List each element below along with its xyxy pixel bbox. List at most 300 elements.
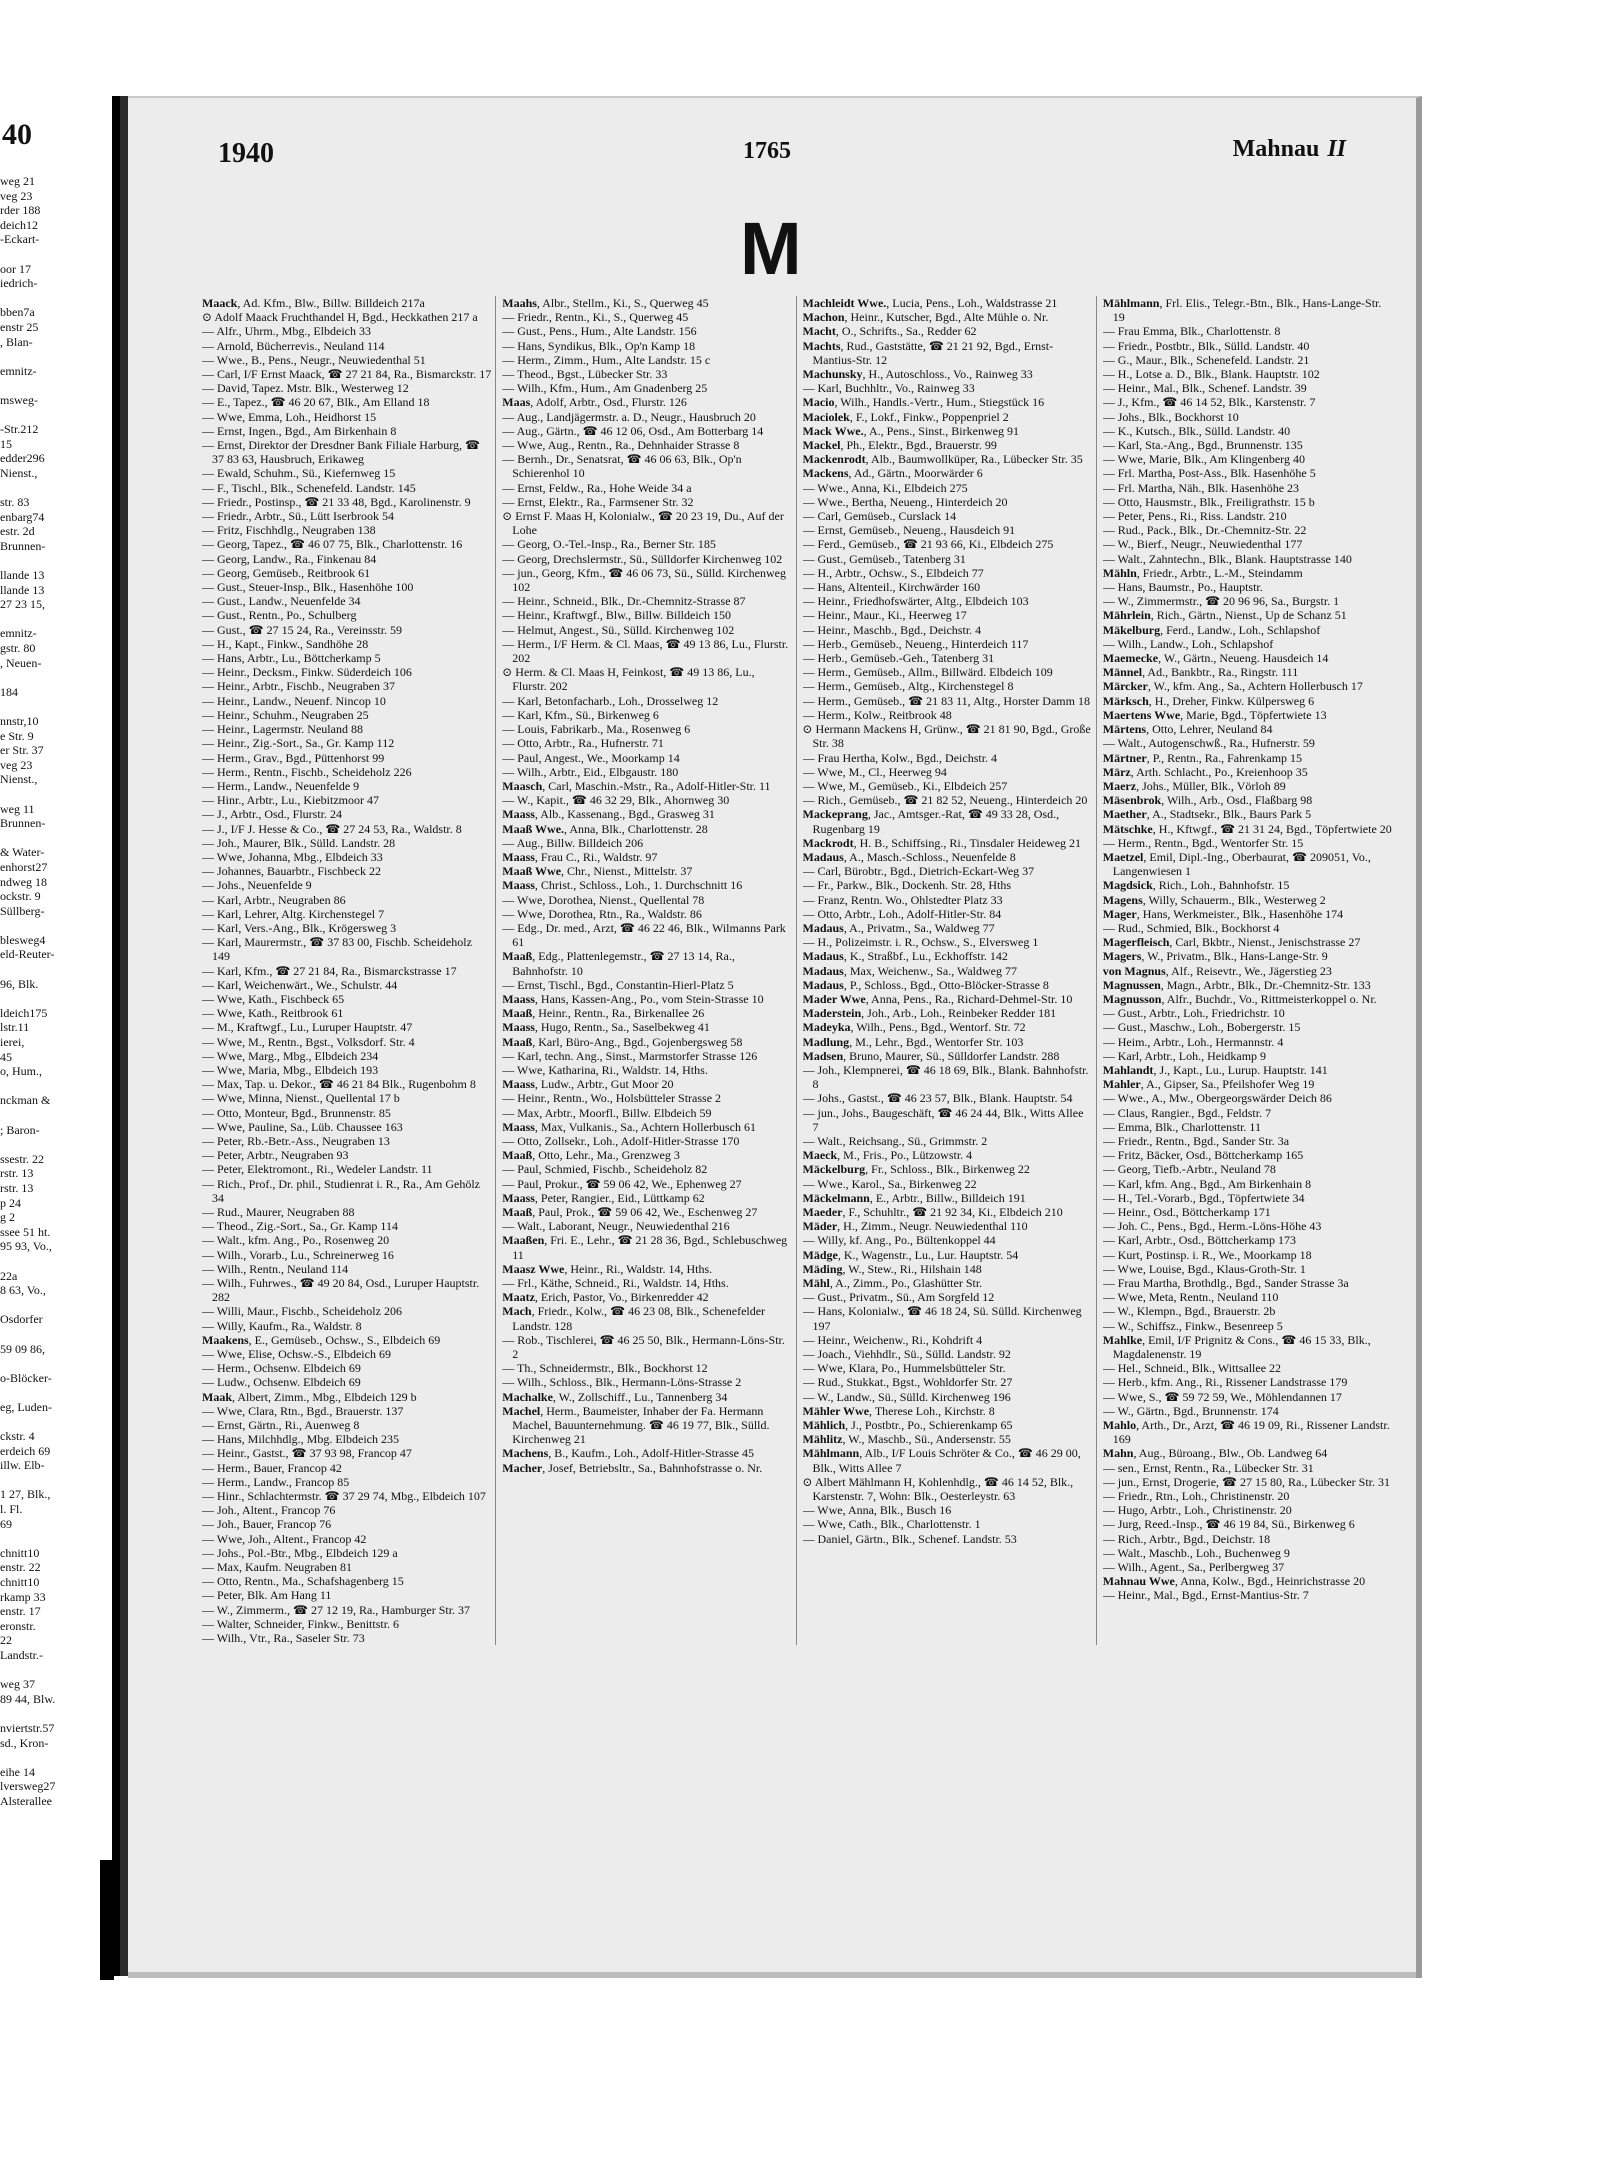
directory-entry: — Alfr., Uhrm., Mbg., Elbdeich 33 <box>202 324 371 339</box>
directory-entry: Maertens Wwe, Marie, Bgd., Töpfertwiete 13 <box>1102 707 1327 722</box>
entry-surname: Maass <box>502 1119 535 1134</box>
directory-entry: — Franz, Rentn. Wo., Ohlstedter Platz 33 <box>802 892 1003 907</box>
directory-entry: Maaß Wwe., Anna, Blk., Charlottenstr. 28 <box>502 821 708 836</box>
entry-surname: Mahlandt <box>1102 1062 1154 1077</box>
entry-surname: Maether <box>1102 807 1147 822</box>
facing-line <box>0 1298 112 1313</box>
entry-surname: Mähl <box>802 1276 830 1291</box>
entry-surname: Mader Wwe <box>802 991 866 1006</box>
directory-entry: — Gust., Landw., Neuenfelde 34 <box>202 594 361 609</box>
facing-line: iedrich- <box>0 276 38 291</box>
directory-columns <box>202 296 1396 1645</box>
facing-line: 96, Blk. <box>0 976 39 991</box>
directory-entry: — Karl, Maurermstr., ☎ 37 83 00, Fischb. Scheideholz 149 <box>202 935 472 964</box>
facing-line <box>0 1137 112 1152</box>
directory-entry: — Wwe, Emma, Loh., Heidhorst 15 <box>202 409 377 424</box>
directory-entry: Machens, B., Kaufm., Loh., Adolf-Hitler-Strasse 45 <box>502 1446 754 1461</box>
directory-entry: — Daniel, Gärtn., Blk., Schenef. Landstr. 53 <box>802 1531 1017 1546</box>
facing-page-fragment <box>0 110 112 1940</box>
directory-entry: — Carl, Bürobtr., Bgd., Dietrich-Eckart-Weg 37 <box>802 864 1035 879</box>
directory-entry: — Otto, Monteur, Bgd., Brunnenstr. 85 <box>202 1105 391 1120</box>
facing-line: 89 44, Blw. <box>0 1691 56 1706</box>
directory-entry: Mähler Wwe, Therese Loh., Kirchstr. 8 <box>802 1403 995 1418</box>
directory-entry: — Johs., Gastst., ☎ 46 23 57, Blk., Blank. Hauptstr. 54 <box>802 1091 1073 1106</box>
entry-surname: Macio <box>802 395 835 410</box>
directory-entry: — Peter, Blk. Am Hang 11 <box>202 1588 332 1603</box>
directory-entry: — Gust., Steuer-Insp., Blk., Hasenhöhe 100 <box>202 580 414 595</box>
facing-line: p 24 <box>0 1195 21 1210</box>
facing-line <box>0 349 112 364</box>
directory-entry: — Joh. C., Pens., Bgd., Herm.-Löns-Höhe 43 <box>1102 1219 1322 1234</box>
directory-entry: — Friedr., Postinsp., ☎ 21 33 48, Bgd., Karolinenstr. 9 <box>202 494 471 509</box>
directory-entry: — Gust., Arbtr., Loh., Friedrichstr. 10 <box>1102 1006 1285 1021</box>
entry-surname: März <box>1102 764 1131 779</box>
directory-entry: — Rud., Pack., Blk., Dr.-Chemnitz-Str. 22 <box>1102 523 1307 538</box>
directory-entry: Magdsick, Rich., Loh., Bahnhofstr. 15 <box>1102 878 1290 893</box>
facing-line: , Neuen- <box>0 655 42 670</box>
header-place-name: Mahnau <box>1232 136 1320 162</box>
entry-surname: Maass <box>502 849 535 864</box>
facing-line: Nienst., <box>0 772 38 787</box>
directory-entry: — H., Polizeimstr. i. R., Ochsw., S., Elversweg 1 <box>802 935 1039 950</box>
directory-entry: — Karl, kfm. Ang., Bgd., Am Birkenhain 8 <box>1102 1176 1312 1191</box>
directory-entry: — H., Tel.-Vorarb., Bgd., Töpfertwiete 34 <box>1102 1190 1305 1205</box>
entry-surname: Mädge <box>802 1247 838 1262</box>
directory-entry: — Hel., Schneid., Blk., Wittsallee 22 <box>1102 1361 1282 1376</box>
directory-entry: — Th., Schneidermstr., Blk., Bockhorst 12 <box>502 1361 708 1376</box>
facing-line: -Eckart- <box>0 232 40 247</box>
facing-line <box>0 247 112 262</box>
entry-surname: Mählich <box>802 1418 846 1433</box>
directory-entry: — Joach., Viehhdlr., Sü., Sülld. Landstr. 92 <box>802 1347 1011 1362</box>
facing-line <box>0 378 112 393</box>
directory-entry: Maciolek, F., Lokf., Finkw., Poppenpriel 2 <box>802 409 1009 424</box>
facing-line: veg 23 <box>0 757 33 772</box>
directory-entry: — Hans, Baumstr., Po., Hauptstr. <box>1102 580 1263 595</box>
directory-entry: Maass, Hugo, Rentn., Sa., Saselbekweg 41 <box>502 1020 710 1035</box>
directory-entry: Maaß, Paul, Prok., ☎ 59 06 42, We., Eschenweg 27 <box>502 1205 758 1219</box>
directory-entry: — Heinr., Maschb., Bgd., Deichstr. 4 <box>802 622 982 637</box>
directory-entry: — Paul, Schmied, Fischb., Scheideholz 82 <box>502 1162 708 1177</box>
directory-entry: Mackens, Ad., Gärtn., Moorwärder 6 <box>802 466 983 481</box>
directory-entry: — jun., Ernst, Drogerie, ☎ 27 15 80, Ra., Lübecker Str. 31 <box>1102 1474 1390 1489</box>
facing-line <box>0 1254 112 1269</box>
facing-line: llande 13 <box>0 582 45 597</box>
directory-entry: — W., Zimmermstr., ☎ 20 96 96, Sa., Burgstr. 1 <box>1102 594 1340 609</box>
directory-entry: Mäkelburg, Ferd., Landw., Loh., Schlapshof <box>1102 622 1321 637</box>
entry-surname: Mahnau Wwe <box>1102 1574 1175 1589</box>
entry-surname: Madaus <box>802 920 844 935</box>
directory-entry: Mahlke, Emil, I/F Prignitz & Cons., ☎ 46 15 33, Blk., Magdalenenstr. 19 <box>1102 1332 1371 1362</box>
directory-entry: Machts, Rud., Gaststätte, ☎ 21 21 92, Bgd., Ernst-Mantius-Str. 12 <box>802 338 1054 367</box>
directory-entry: Maemecke, W., Gärtn., Neueng. Hausdeich 14 <box>1102 651 1329 666</box>
entry-surname: Machel <box>502 1403 541 1418</box>
directory-entry: — Frau Hertha, Kolw., Bgd., Deichstr. 4 <box>802 750 998 765</box>
facing-line <box>0 991 112 1006</box>
directory-entry: — Heinr., Lagermstr. Neuland 88 <box>202 722 363 737</box>
directory-entry: — Hinr., Arbtr., Lu., Kiebitzmoor 47 <box>202 793 379 808</box>
directory-entry: — Rud., Schmied, Blk., Bockhorst 4 <box>1102 920 1280 935</box>
entry-surname: Madaus <box>802 977 844 992</box>
directory-entry: Märtner, P., Rentn., Ra., Fahrenkamp 15 <box>1102 750 1303 765</box>
entry-surname: Mäding <box>802 1261 843 1276</box>
directory-entry: Mäder, H., Zimm., Neugr. Neuwiedenthal 110 <box>802 1219 1028 1234</box>
directory-entry: — Wwe, S., ☎ 59 72 59, We., Möhlendannen 17 <box>1102 1389 1342 1404</box>
directory-entry: — Herm., Zimm., Hum., Alte Landstr. 15 c <box>502 352 711 367</box>
directory-entry: — Friedr., Arbtr., Sü., Lütt Iserbrook 54 <box>202 509 394 524</box>
directory-entry: Madaus, K., Straßbf., Lu., Eckhoffstr. 142 <box>802 949 1008 964</box>
directory-entry: — W., Schiffsz., Finkw., Besenreep 5 <box>1102 1318 1283 1333</box>
directory-entry: — Otto, Rentn., Ma., Schafshagenberg 15 <box>202 1574 404 1589</box>
directory-entry: — Karl, Arbtr., Neugraben 86 <box>202 892 346 907</box>
directory-entry: — Walt., Reichsang., Sü., Grimmstr. 2 <box>802 1133 988 1148</box>
directory-entry: — Max, Kaufm. Neugraben 81 <box>202 1560 352 1575</box>
directory-entry: — jun., Johs., Baugeschäft, ☎ 46 24 44, Blk., Witts Allee 7 <box>802 1105 1084 1134</box>
directory-entry: — H., Kapt., Finkw., Sandhöhe 28 <box>202 636 369 651</box>
entry-surname: Madaus <box>802 949 844 964</box>
directory-entry: Machunsky, H., Autoschloss., Vo., Rainweg 33 <box>802 367 1033 382</box>
entry-surname: Magers <box>1102 949 1142 964</box>
directory-entry: — Heinr., Landw., Neuenf. Nincop 10 <box>202 693 386 708</box>
entry-surname: Machalke <box>502 1389 553 1404</box>
directory-entry: — W., Klempn., Bgd., Brauerstr. 2b <box>1102 1304 1276 1319</box>
directory-entry: — jun., Georg, Kfm., ☎ 46 06 73, Sü., Sülld. Kirchenweg 102 <box>502 565 786 595</box>
directory-entry: — Wilh., Kfm., Hum., Am Gnadenberg 25 <box>502 381 708 396</box>
directory-entry: Madaus, Max, Weichenw., Sa., Waldweg 77 <box>802 963 1017 978</box>
facing-line <box>0 918 112 933</box>
directory-entry: — Theod., Zig.-Sort., Sa., Gr. Kamp 114 <box>202 1219 398 1234</box>
directory-entry: — Heinr., Weichenw., Ri., Kohdrift 4 <box>802 1332 983 1347</box>
directory-entry: — Wilh., Agent., Sa., Perlbergweg 37 <box>1102 1560 1285 1575</box>
directory-entry: ⊙ Herm. & Cl. Maas H, Feinkost, ☎ 49 13 86, Lu., Flurstr. 202 <box>502 665 755 694</box>
directory-entry: — Wilh., Landw., Loh., Schlapshof <box>1102 636 1274 651</box>
directory-entry: — Herm., Bauer, Francop 42 <box>202 1460 342 1475</box>
directory-entry: Madlung, M., Lehr., Bgd., Wentorfer Str. 103 <box>802 1034 1024 1049</box>
facing-line: illw. Elb- <box>0 1458 45 1473</box>
entry-surname: Maciolek <box>802 409 850 424</box>
directory-entry: — Peter, Rb.-Betr.-Ass., Neugraben 13 <box>202 1133 390 1148</box>
directory-entry: — Rich., Prof., Dr. phil., Studienrat i. R., Ra., Am Gehölz 34 <box>202 1176 480 1205</box>
entry-surname: Maaß <box>502 1006 533 1021</box>
header-place <box>1233 136 1346 163</box>
directory-page <box>128 96 1422 1978</box>
directory-entry: — Claus, Rangier., Bgd., Feldstr. 7 <box>1102 1105 1272 1120</box>
facing-line: rder 188 <box>0 203 41 218</box>
column-3 <box>803 296 1097 1645</box>
facing-line: 69 <box>0 1516 12 1531</box>
facing-line: erdeich 69 <box>0 1443 51 1458</box>
directory-entry: Mackeprang, Jac., Amtsger.-Rat, ☎ 49 33 28, Osd., Rugenbarg 19 <box>802 807 1060 836</box>
directory-entry: Macio, Wilh., Handls.-Vertr., Hum., Stiegstück 16 <box>802 395 1045 410</box>
directory-entry: — Frl., Käthe, Schneid., Ri., Waldstr. 14, Hths. <box>502 1276 729 1291</box>
directory-entry: — Gust., ☎ 27 15 24, Ra., Vereinsstr. 59 <box>202 622 403 637</box>
directory-entry: — Heinr., Maur., Ki., Heerweg 17 <box>802 608 967 623</box>
entry-surname: Magens <box>1102 892 1143 907</box>
directory-entry: Madaus, P., Schloss., Bgd., Otto-Blöcker-Strasse 8 <box>802 977 1049 992</box>
directory-entry: — Hans, Milchhdlg., Mbg. Elbdeich 235 <box>202 1432 399 1447</box>
directory-entry: Maerz, Johs., Müller, Blk., Vörloh 89 <box>1102 778 1286 793</box>
directory-entry: — Herm., Ochsenw. Elbdeich 69 <box>202 1361 361 1376</box>
entry-surname: Maaßen <box>502 1233 545 1248</box>
entry-surname: Maass <box>502 878 535 893</box>
directory-entry: — Rich., Gemüseb., ☎ 21 82 52, Neueng., Hinterdeich 20 <box>802 793 1088 808</box>
directory-entry: Mähln, Friedr., Arbtr., L.-M., Steindamm <box>1102 565 1303 580</box>
directory-entry: Maaß, Otto, Lehr., Ma., Grenzweg 3 <box>502 1148 680 1163</box>
directory-entry: — Otto, Hausmstr., Blk., Freiligrathstr. 15 b <box>1102 494 1315 509</box>
entry-surname: Mackeprang <box>802 807 868 822</box>
directory-entry: — Wwe, Pauline, Sa., Lüb. Chaussee 163 <box>202 1119 403 1134</box>
directory-entry: ⊙ Albert Mählmann H, Kohlenhdlg., ☎ 46 14 52, Blk., Karstenstr. 7, Wohn: Blk., Oesterleystr. 63 <box>802 1474 1074 1504</box>
entry-surname: Männel <box>1102 665 1143 680</box>
facing-line: , Blan- <box>0 334 33 349</box>
entry-surname: Machts <box>802 338 841 353</box>
entry-surname: Machleidt Wwe. <box>802 296 887 310</box>
facing-line: gstr. 80 <box>0 641 36 655</box>
directory-entry: — Wwe, Anna, Blk., Busch 16 <box>802 1503 952 1518</box>
entry-surname: Maack <box>202 296 238 310</box>
directory-entry: Mätschke, H., Kftwgf., ☎ 21 31 24, Bgd., Töpfertwiete 20 <box>1102 821 1392 836</box>
directory-entry: — Walt., Zahntechn., Blk., Blank. Hauptstrasse 140 <box>1102 551 1352 566</box>
facing-line <box>0 1108 112 1123</box>
directory-entry: — Herm., Kolw., Reitbrook 48 <box>802 707 952 722</box>
facing-line <box>0 962 112 977</box>
directory-entry: — Heinr., Gastst., ☎ 37 93 98, Francop 47 <box>202 1446 412 1461</box>
directory-entry: Mäckelburg, Fr., Schloss., Blk., Birkenweg 22 <box>802 1162 1030 1177</box>
directory-entry: Mädge, K., Wagenstr., Lu., Lur. Hauptstr. 54 <box>802 1247 1019 1262</box>
directory-entry: — Gust., Privatm., Sü., Am Sorgfeld 12 <box>802 1290 995 1305</box>
directory-entry: März, Arth. Schlacht., Po., Kreienhoop 35 <box>1102 764 1308 779</box>
directory-entry: Machon, Heinr., Kutscher, Bgd., Alte Mühle o. Nr. <box>802 310 1049 325</box>
entry-surname: Madsen <box>802 1048 844 1063</box>
facing-line: rstr. 13 <box>0 1166 34 1181</box>
facing-line <box>0 1706 112 1721</box>
directory-entry: — Rob., Tischlerei, ☎ 46 25 50, Blk., Hermann-Löns-Str. 2 <box>502 1332 785 1362</box>
entry-surname: Machens <box>502 1446 549 1461</box>
directory-entry: — Wwe, Meta, Rentn., Neuland 110 <box>1102 1290 1279 1305</box>
directory-entry: Mählich, J., Postbtr., Po., Schierenkamp 65 <box>802 1418 1013 1433</box>
directory-entry: Maakens, E., Gemüseb., Ochsw., S., Elbdeich 69 <box>202 1332 441 1347</box>
facing-line: chnitt10 <box>0 1575 40 1589</box>
facing-line: l. Fl. <box>0 1502 23 1517</box>
facing-line: edder296 <box>0 451 45 466</box>
directory-entry: — Wwe, Cath., Blk., Charlottenstr. 1 <box>802 1517 981 1532</box>
facing-line: weg 37 <box>0 1677 35 1692</box>
directory-entry: — Heinr., Mal., Bgd., Ernst-Mantius-Str. 7 <box>1102 1588 1309 1603</box>
directory-entry: — Karl, Weichenwärt., We., Schulstr. 44 <box>202 977 398 992</box>
entry-surname: Mäckelmann <box>802 1190 870 1205</box>
directory-entry: — Karl, Betonfacharb., Loh., Drosselweg 12 <box>502 693 719 708</box>
directory-entry: — Peter, Elektromont., Ri., Wedeler Landstr. 11 <box>202 1162 433 1177</box>
directory-entry: Maaß Wwe, Chr., Nienst., Mittelstr. 37 <box>502 864 693 879</box>
gutter-shadow <box>100 1860 114 1980</box>
directory-entry: — Wwe, Marie, Blk., Am Klingenberg 40 <box>1102 452 1305 467</box>
directory-entry: — Karl, Lehrer, Altg. Kirchenstegel 7 <box>202 906 385 921</box>
directory-entry: Maetzel, Emil, Dipl.-Ing., Oberbaurat, ☎ 209051, Vo., Langenwiesen 1 <box>1102 849 1371 879</box>
entry-surname: Maeck <box>802 1148 838 1163</box>
directory-entry: Maahs, Albr., Stellm., Ki., S., Querweg 45 <box>502 296 709 310</box>
directory-entry: — Wwe., A., Mw., Obergeorgswärder Deich 86 <box>1102 1091 1332 1106</box>
directory-entry: — Rud., Stukkat., Bgst., Wohldorfer Str. 27 <box>802 1375 1013 1390</box>
directory-entry: — Wilh., Fuhrwes., ☎ 49 20 84, Osd., Luruper Hauptstr. 282 <box>202 1276 480 1305</box>
entry-surname: Maass <box>502 1190 535 1205</box>
directory-entry: — Frl. Martha, Post-Ass., Blk. Hasenhöhe 5 <box>1102 466 1316 481</box>
directory-entry: Maaß, Karl, Büro-Ang., Bgd., Gojenbergsweg 58 <box>502 1034 743 1049</box>
directory-entry: — Wwe, Kath., Fischbeck 65 <box>202 991 345 1006</box>
directory-entry: Mähl, A., Zimm., Po., Glashütter Str. <box>802 1276 983 1291</box>
directory-entry: — Hans, Syndikus, Blk., Op'n Kamp 18 <box>502 338 696 353</box>
facing-line <box>0 553 112 568</box>
facing-line: nnstr,10 <box>0 713 39 728</box>
facing-line: Nienst., <box>0 465 38 480</box>
entry-surname: Madlung <box>802 1034 850 1049</box>
directory-entry: — Max, Arbtr., Moorfl., Billw. Elbdeich 59 <box>502 1105 712 1120</box>
directory-entry: — Walt., Autogenschwß., Ra., Hufnerstr. 59 <box>1102 736 1315 751</box>
directory-entry: Maass, Ludw., Arbtr., Gut Moor 20 <box>502 1077 674 1092</box>
facing-line <box>0 408 112 423</box>
directory-entry: — Gust., Maschw., Loh., Bobergerstr. 15 <box>1102 1020 1301 1035</box>
facing-line: ldeich175 <box>0 1005 48 1020</box>
directory-entry: — Joh., Maurer, Blk., Sülld. Landstr. 28 <box>202 835 396 850</box>
directory-entry: — Wwe, Katharina, Ri., Waldstr. 14, Hths. <box>502 1062 708 1077</box>
directory-entry: Maass, Peter, Rangier., Eid., Lüttkamp 62 <box>502 1190 705 1205</box>
directory-entry: — Wilh., Rentn., Neuland 114 <box>202 1261 349 1276</box>
facing-line: g 2 <box>0 1210 15 1225</box>
directory-entry: — Wwe., Karol., Sa., Birkenweg 22 <box>802 1176 977 1191</box>
directory-entry: — Karl, Arbtr., Loh., Heidkamp 9 <box>1102 1048 1267 1063</box>
entry-surname: Maaß <box>502 949 533 964</box>
directory-entry: — Ernst, Gärtn., Ri., Auenweg 8 <box>202 1418 360 1433</box>
directory-entry: — M., Kraftwgf., Lu., Luruper Hauptstr. 47 <box>202 1020 413 1035</box>
entry-surname: Maderstein <box>802 1006 862 1021</box>
directory-entry: — Aug., Billw. Billdeich 206 <box>502 835 644 850</box>
facing-line: rkamp 33 <box>0 1589 46 1604</box>
directory-entry: Märtens, Otto, Lehrer, Neuland 84 <box>1102 722 1273 737</box>
entry-surname: Mährlein <box>1102 608 1151 623</box>
entry-surname: Mähln <box>1102 565 1137 580</box>
directory-entry: — Heinr., Mal., Blk., Schenef. Landstr. 39 <box>1102 381 1307 396</box>
directory-entry: — Heinr., Friedhofswärter, Altg., Elbdeich 103 <box>802 594 1029 609</box>
entry-surname: Mähler Wwe <box>802 1403 870 1418</box>
facing-line: 22 <box>0 1633 12 1648</box>
entry-surname: Maatz <box>502 1290 535 1305</box>
entry-surname: Maetzel <box>1102 849 1144 864</box>
facing-line: Osdorfer <box>0 1312 43 1327</box>
directory-entry: — Wwe, Clara, Rtn., Bgd., Brauerstr. 137 <box>202 1403 404 1418</box>
directory-entry: — Heinr., Zig.-Sort., Sa., Gr. Kamp 112 <box>202 736 395 751</box>
entry-surname: Mackel <box>802 438 841 453</box>
directory-entry: Maeck, M., Fris., Po., Lützowstr. 4 <box>802 1148 973 1163</box>
directory-entry: — Peter, Pens., Ri., Riss. Landstr. 210 <box>1102 509 1287 524</box>
directory-entry: — Karl, Arbtr., Osd., Böttcherkamp 173 <box>1102 1233 1297 1248</box>
directory-entry: Mager, Hans, Werkmeister., Blk., Hasenhöhe 174 <box>1102 906 1344 921</box>
column-1 <box>202 296 496 1645</box>
directory-entry: Macht, O., Schrifts., Sa., Redder 62 <box>802 324 977 339</box>
directory-entry: — W., Bierf., Neugr., Neuwiedenthal 177 <box>1102 537 1303 552</box>
directory-entry: — Johs., Blk., Bockhorst 10 <box>1102 409 1239 424</box>
column-4 <box>1103 296 1396 1645</box>
directory-entry: — Georg, Tiefb.-Arbtr., Neuland 78 <box>1102 1162 1276 1177</box>
directory-entry: — Frl. Martha, Näh., Blk. Hasenhöhe 23 <box>1102 480 1300 495</box>
directory-entry: Madaus, A., Privatm., Sa., Waldweg 77 <box>802 920 995 935</box>
facing-line: blesweg4 <box>0 932 46 947</box>
entry-surname: Mack Wwe. <box>802 423 864 438</box>
page-header <box>128 132 1416 172</box>
directory-entry: Machleidt Wwe., Lucia, Pens., Loh., Waldstrasse 21 <box>802 296 1058 310</box>
facing-line: 15 <box>0 436 12 451</box>
directory-entry: — Heim., Arbtr., Loh., Hermannstr. 4 <box>1102 1034 1284 1049</box>
entry-surname: Märcker <box>1102 679 1148 694</box>
directory-entry: — Ernst, Ingen., Bgd., Am Birkenhain 8 <box>202 423 397 438</box>
directory-entry: Maaß, Edg., Plattenlegemstr., ☎ 27 13 14, Ra., Bahnhofstr. 10 <box>502 949 735 978</box>
directory-entry: Maasch, Carl, Maschin.-Mstr., Ra., Adolf-Hitler-Str. 11 <box>502 778 771 793</box>
directory-entry: Mählmann, Alb., I/F Louis Schröter & Co., ☎ 46 29 00, Blk., Witts Allee 7 <box>802 1446 1081 1475</box>
facing-line <box>0 670 112 685</box>
facing-line: e Str. 9 <box>0 728 34 743</box>
directory-entry: — Aug., Landjägermstr. a. D., Neugr., Hausbruch 20 <box>502 409 756 424</box>
directory-entry: ⊙ Ernst F. Maas H, Kolonialw., ☎ 20 23 19, Du., Auf der Lohe <box>502 509 784 538</box>
directory-entry: — Wwe., Anna, Ki., Elbdeich 275 <box>802 480 968 495</box>
directory-entry: — Fritz, Bäcker, Osd., Böttcherkamp 165 <box>1102 1148 1304 1163</box>
directory-entry: — J., Kfm., ☎ 46 14 52, Blk., Karstenstr. 7 <box>1102 395 1316 410</box>
facing-line: weg 11 <box>0 801 35 816</box>
directory-entry: — Paul, Prokur., ☎ 59 06 42, We., Ephenweg 27 <box>502 1176 742 1191</box>
directory-entry: Machalke, W., Zollschiff., Lu., Tannenberg 34 <box>502 1389 728 1404</box>
entry-surname: Madaus <box>802 849 844 864</box>
directory-entry: Mahnau Wwe, Anna, Kolw., Bgd., Heinrichstrasse 20 <box>1102 1574 1366 1589</box>
header-volume: II <box>1327 136 1346 162</box>
facing-line: ckstr. 4 <box>0 1429 35 1444</box>
directory-entry: ⊙ Hermann Mackens H, Grünw., ☎ 21 81 90, Bgd., Große Str. 38 <box>802 722 1091 751</box>
facing-line: 22a <box>0 1268 18 1283</box>
directory-entry: Maak, Albert, Zimm., Mbg., Elbdeich 129 b <box>202 1389 417 1404</box>
facing-line: & Water- <box>0 845 45 860</box>
entry-surname: Machunsky <box>802 367 863 382</box>
directory-entry: — Wwe, M., Gemüseb., Ki., Elbdeich 257 <box>802 778 1008 793</box>
directory-entry: Mäckelmann, E., Arbtr., Billw., Billdeich 191 <box>802 1190 1026 1205</box>
directory-entry: Machel, Herm., Baumeister, Inhaber der Fa. Hermann Machel, Bauunternehmung. ☎ 46 19 77, Blk., Sülld. Kirchenweg 21 <box>502 1403 770 1447</box>
entry-surname: Madaus <box>802 963 844 978</box>
directory-entry: Maeder, F., Schuhltr., ☎ 21 92 34, Ki., Elbdeich 210 <box>802 1205 1063 1219</box>
directory-entry: — Herm., I/F Herm. & Cl. Maas, ☎ 49 13 86, Lu., Flurstr. 202 <box>502 636 789 666</box>
directory-entry: — F., Tischl., Blk., Schenefeld. Landstr. 145 <box>202 480 416 495</box>
facing-line: o-Blöcker- <box>0 1370 52 1385</box>
facing-line: eronstr. <box>0 1618 36 1633</box>
entry-surname: Macher <box>502 1460 543 1475</box>
facing-line: Alsterallee <box>0 1793 52 1808</box>
directory-entry: — Georg, O.-Tel.-Insp., Ra., Berner Str. 185 <box>502 537 716 552</box>
directory-entry: Maas, Adolf, Arbtr., Osd., Flurstr. 126 <box>502 395 687 410</box>
directory-entry: — Hans, Altenteil., Kirchwärder 160 <box>802 580 981 595</box>
directory-entry: Maack, Ad. Kfm., Blw., Billw. Billdeich 217a <box>202 296 425 310</box>
facing-line <box>0 612 112 627</box>
directory-entry: — Fritz, Fischhdlg., Neugraben 138 <box>202 523 376 538</box>
directory-entry: — Ferd., Gemüseb., ☎ 21 93 66, Ki., Elbdeich 275 <box>802 537 1054 552</box>
directory-entry: — Karl, techn. Ang., Sinst., Marmstorfer Strasse 126 <box>502 1048 758 1063</box>
entry-surname: Maahs <box>502 296 537 310</box>
directory-entry: — Herm., Rentn., Bgd., Wentorfer Str. 15 <box>1102 835 1304 850</box>
entry-surname: Mahlke <box>1102 1332 1143 1347</box>
facing-line: enstr 25 <box>0 319 39 334</box>
directory-entry: — Wwe, M., Rentn., Bgst., Volksdorf. Str. 4 <box>202 1034 415 1049</box>
directory-entry: — Wilh., Arbtr., Eid., Elbgaustr. 180 <box>502 764 679 779</box>
facing-line <box>0 1327 112 1342</box>
directory-entry: — Joh., Klempnerei, ☎ 46 18 69, Blk., Blank. Bahnhofstr. 8 <box>802 1062 1089 1092</box>
directory-entry: — Fr., Parkw., Blk., Dockenh. Str. 28, Hths <box>802 878 1012 893</box>
directory-entry: — Wwe., B., Pens., Neugr., Neuwiedenthal 51 <box>202 352 426 367</box>
facing-line <box>0 787 112 802</box>
directory-entry: — Walter, Schneider, Finkw., Benittstr. 6 <box>202 1616 400 1631</box>
entry-surname: Maemecke <box>1102 651 1159 666</box>
